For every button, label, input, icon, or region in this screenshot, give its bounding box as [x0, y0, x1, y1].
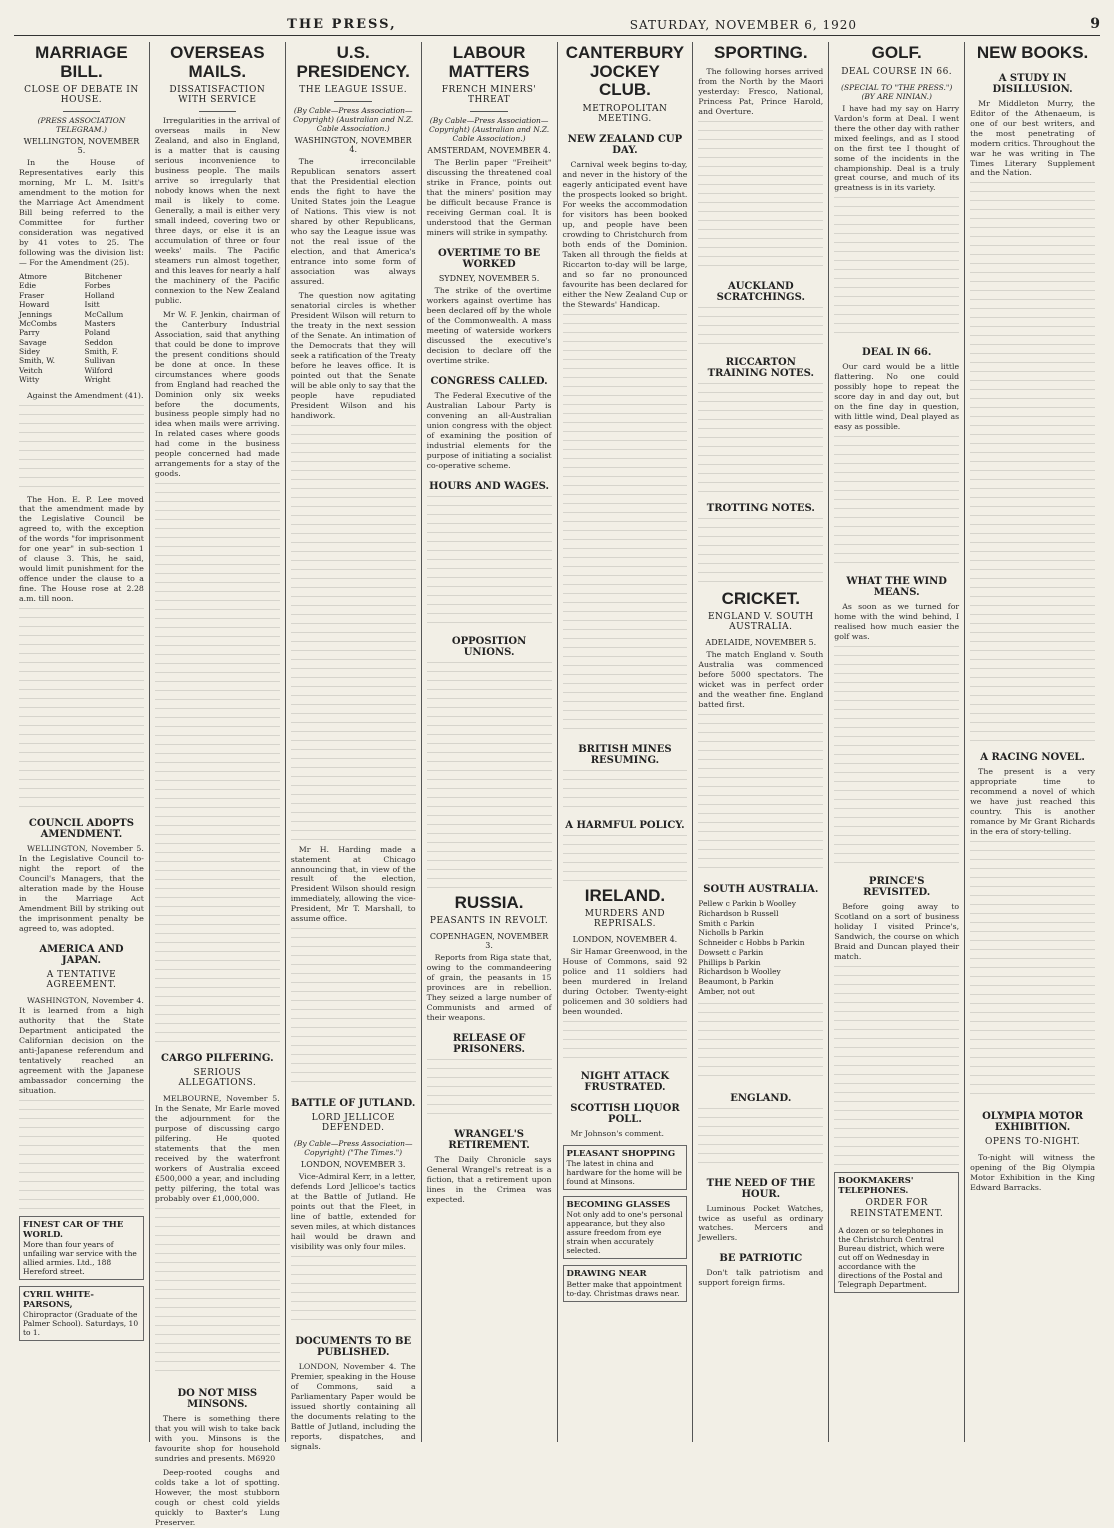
subhead-england-sa: ENGLAND V. SOUTH AUSTRALIA.	[707, 612, 814, 633]
subhead-dissatisfaction: DISSATISFACTION WITH SERVICE	[169, 85, 266, 106]
division-list-name: Poland	[84, 328, 111, 338]
text-lines	[291, 928, 416, 1088]
scorecard-line: Richardson b Russell	[698, 908, 779, 918]
article-text: As soon as we turned for home with the wind behind, I realised how much easier the golf was.	[834, 602, 960, 642]
headline-scottish-liquor: SCOTTISH LIQUOR POLL.	[570, 1103, 680, 1126]
subhead-serious-allegations: SERIOUS ALLEGATIONS.	[178, 1068, 257, 1089]
column-us-presidency	[286, 42, 422, 1451]
dateline: COPENHAGEN, NOVEMBER 3.	[429, 932, 549, 951]
subhead-jellicoe-defended: LORD JELLICOE DEFENDED.	[311, 1113, 395, 1134]
division-list-name: Holland	[84, 290, 115, 300]
scorecard-line: Pellew c Parkin b Woolley	[698, 899, 796, 909]
text-lines	[698, 383, 823, 493]
division-list-name: Veitch	[19, 365, 43, 375]
article-text: Reports from Riga state that, owing to the commandeering of grain, the peasants in 15 provinces are in rebellion. They seized a large number of Communists and armed of their weapons.	[426, 953, 552, 1023]
article-text: Against the Amendment (41).	[27, 390, 144, 400]
division-list-name: Edie	[19, 281, 37, 291]
division-list-name: Fraser	[19, 290, 45, 300]
article-text: The question now agitating senatorial circles is whether President Wilson will return to the treaty in the next session of the Senate. An intimation of the Democrats that they will seek a ratification of the Treaty before he leaves office. It is pointed out that the Senate will be able only to say that the people have repudiated President Wilson and his handiwork.	[290, 290, 416, 420]
advertisement	[563, 1265, 688, 1301]
article-text: There is something there that you will wish to take back with you. Minsons is the favourite shop for household sundries and presents. M6920	[154, 1413, 280, 1463]
scorecard-line: Beaumont, b Parkin	[698, 977, 774, 987]
division-list-name: Masters	[84, 318, 116, 328]
column-new-books	[965, 42, 1100, 1442]
headline-cricket: CRICKET.	[721, 588, 801, 608]
byline: (By Cable—Press Association—Copyright) (Australian and N.Z. Cable Association.)	[293, 106, 414, 134]
column-golf	[829, 42, 965, 1442]
division-list-name: Wilford	[84, 365, 113, 375]
subhead-close-of-debate: CLOSE OF DEBATE IN HOUSE.	[24, 85, 139, 106]
column-labour-matters	[422, 42, 558, 1442]
text-lines	[291, 1256, 416, 1326]
headline-harmful-policy: A HARMFUL POLICY.	[565, 819, 685, 831]
subhead-deal-course: DEAL COURSE IN 66.	[841, 66, 953, 77]
text-lines	[19, 608, 144, 808]
byline: (By Cable—Press Association—Copyright) ("The Times.")	[293, 1139, 413, 1158]
scorecard-line: Nicholls b Parkin	[698, 928, 764, 938]
headline-russia: RUSSIA.	[454, 892, 524, 912]
ad-title: BOOKMAKERS' TELEPHONES.	[838, 1175, 914, 1197]
article-text: LONDON, November 4. The Premier, speaking in the House of Commons, said a Parliamentary Paper would be issued shortly containing all the documents relating to the Battle of Jutland, including the reports, dispatches, and signals.	[290, 1362, 416, 1451]
dateline: WELLINGTON, NOVEMBER 5.	[23, 137, 140, 156]
columns	[14, 42, 1100, 1527]
divider	[470, 111, 507, 112]
text-lines	[19, 1100, 144, 1210]
headline-trotting-notes: TROTTING NOTES.	[706, 502, 815, 514]
division-list-name: Savage	[19, 337, 47, 347]
text-lines	[834, 646, 959, 866]
headline-deal-in-66: DEAL IN 66.	[862, 347, 932, 359]
article-text: Before going away to Scotland on a sort of business holiday I visited Prince's, Sandwich, the course on which Braid and Duncan played their match.	[834, 902, 960, 961]
dateline: WASHINGTON, NOVEMBER 4.	[294, 136, 412, 155]
ad-subtitle: ORDER FOR REINSTATEMENT.	[850, 1198, 944, 1220]
ad-text: Not only add to one's personal appearance, but they also assure freedom from eye strain when accurately selected.	[566, 1210, 683, 1256]
text-lines	[563, 314, 688, 734]
text-lines	[698, 518, 823, 588]
headline-minsons: DO NOT MISS MINSONS.	[177, 1387, 258, 1410]
bookmakers-notice	[834, 1172, 959, 1293]
text-lines	[834, 197, 959, 337]
headline-wind-means: WHAT THE WIND MEANS.	[846, 576, 947, 599]
divider	[199, 111, 236, 112]
article-text: WELLINGTON, November 5. In the Legislative Council to-night the report of the Council's Managers, that the alteration made by the House in the Marriage Act Amendment Bill by striking out the imprisonment penalty be agreed to, was adopted.	[19, 844, 144, 933]
article-text: Mr H. Harding made a statement at Chicago announcing that, in view of the result of the election, President Wilson should resign immediately, allowing the vice-President, Mr T. Marshall, to assume office.	[290, 844, 416, 924]
ad-title: CYRIL WHITE-PARSONS,	[23, 1289, 94, 1311]
division-list-name: Smith, F.	[84, 347, 119, 357]
headline-opposition-unions: OPPOSITION UNIONS.	[451, 635, 527, 658]
text-lines	[563, 835, 688, 885]
scorecard-line: Schneider c Hobbs b Parkin	[698, 938, 805, 948]
ad-title: BECOMING GLASSES	[566, 1200, 671, 1211]
headline-night-attack: NIGHT ATTACK FRUSTRATED.	[580, 1071, 670, 1094]
text-lines	[970, 841, 1095, 1101]
division-list-name: Howard	[19, 300, 50, 310]
article-text: WASHINGTON, November 4. It is learned from a high authority that the State Department anticipated the Californian decision on the anti-Japanese referendum and tentatively reached an agreement with the Japanese ambassador concerning the situation.	[19, 995, 144, 1095]
scorecard-line: Richardson b Woolley	[698, 967, 781, 977]
division-list-name: Parry	[19, 328, 40, 338]
scorecard-line: Amber, not out	[698, 986, 755, 996]
article-text: The match England v. South Australia was commenced before 5000 spectators. The wicket was in perfect order and the weather fine. England batted first.	[698, 650, 824, 710]
divider	[63, 111, 100, 112]
article-text: The Daily Chronicle says General Wrangel's retreat is a fiction, that a retirement upon lines in the Crimea was expected.	[426, 1155, 552, 1204]
column-canterbury-jockey-club	[558, 42, 694, 1442]
headline-need-of-hour: THE NEED OF THE HOUR.	[706, 1177, 815, 1200]
division-list	[19, 272, 144, 385]
scorecard	[698, 899, 823, 997]
text-lines	[427, 1059, 552, 1119]
article-text: I have had my say on Harry Vardon's form at Deal. I went there the other day with rather mixed feelings, and as I stood on the first tee I thought of some of the incidents in the championship. Deal is a truly great course, and much of its greatness is in its variety.	[834, 103, 960, 193]
headline-marriage-bill: MARRIAGE BILL.	[35, 43, 128, 81]
text-lines	[291, 425, 416, 845]
article-text: In the House of Representatives early this morning, Mr L. M. Isitt's amendment to the motion for the Marriage Act Amendment Bill being referred to the Committee for further consideration was negatived by 41 votes to 25. The following was the division list:— For the Amendment (25).	[19, 158, 144, 268]
ad-text: More than four years of unfailing war service with the allied armies. Ltd., 188 Hereford street.	[23, 1239, 137, 1276]
advertisement	[19, 1286, 144, 1341]
article-text: Don't talk patriotism and support foreign firms.	[698, 1268, 824, 1288]
text-lines	[427, 662, 552, 892]
article-text: Irregularities in the arrival of overseas mails in New Zealand, and also in England, is a matter that is causing serious inconvenience to business people. The mails arrive so irregularly that nobody knows when the next mail is likely to come. Generally, a mail is either very small indeed, covering two or three days, or else it is an accumulation of three or four weeks' mails. The Pacific steamers run almost together, and this leaves for nearly a half the machinery of the Pacific connexion to the New Zealand public.	[154, 116, 280, 305]
text-lines	[155, 483, 280, 1043]
headline-auckland-scratchings: AUCKLAND SCRATCHINGS.	[716, 280, 805, 303]
headline-overtime: OVERTIME TO BE WORKED	[438, 248, 541, 271]
division-list-name: Forbes	[84, 281, 111, 291]
text-lines	[19, 405, 144, 495]
division-list-name: McCallum	[84, 309, 124, 319]
headline-council-adopts: COUNCIL ADOPTS AMENDMENT.	[28, 818, 134, 841]
advertisement	[563, 1145, 688, 1190]
text-lines	[970, 182, 1095, 742]
subhead-league-issue: THE LEAGUE ISSUE.	[299, 85, 408, 96]
headline-south-australia: SOUTH AUSTRALIA.	[703, 884, 819, 896]
division-list-name: Seddon	[84, 337, 113, 347]
division-list-name: Smith, W.	[19, 356, 56, 366]
subhead-metropolitan-meeting: METROPOLITAN MEETING.	[582, 104, 668, 125]
text-lines	[834, 966, 959, 1166]
text-lines	[698, 1003, 823, 1083]
article-text: Mr W. F. Jenkin, chairman of the Canterbury Industrial Association, said that anything that could be done to improve the present conditions should be done at once. In these circumstances where goods from England had reached the Dominion only six weeks before the documents, business people simply had no idea when mails were arriving. In related cases where goods had come in the business people concerned had made arrangements for a stay of the goods.	[154, 309, 280, 479]
subhead-peasants-revolt: PEASANTS IN REVOLT.	[429, 916, 549, 927]
division-list-name: Jennings	[19, 309, 52, 319]
headline-wrangel: WRANGEL'S RETIREMENT.	[448, 1129, 530, 1152]
headline-new-books: NEW BOOKS.	[976, 43, 1089, 62]
subhead-french-miners: FRENCH MINERS' THREAT	[441, 85, 537, 106]
headline-racing-novel: A RACING NOVEL.	[980, 752, 1085, 764]
subhead-opens-tonight: OPENS TO-NIGHT.	[984, 1137, 1081, 1148]
article-text: The Federal Executive of the Australian Labour Party is convening an all-Australian union congress with the object of examining the position of industrial elements for the purpose of initiating a socialist co-operative scheme.	[426, 390, 552, 470]
text-lines	[834, 436, 959, 566]
division-list-name: Wright	[84, 375, 111, 385]
masthead-date: SATURDAY, NOVEMBER 6, 1920	[629, 18, 858, 32]
text-lines	[155, 1208, 280, 1378]
article-text: The present is a very appropriate time to recommend a novel of which we have just reached this country. This is another romance by Mr Grant Richards in the era of story-telling.	[970, 767, 1095, 837]
subhead-tentative-agreement: A TENTATIVE AGREEMENT.	[46, 969, 117, 990]
headline-nz-cup-day: NEW ZEALAND CUP DAY.	[567, 134, 683, 157]
division-list-name: Sullivan	[84, 356, 116, 366]
article-text: To-night will witness the opening of the Big Olympia Motor Exhibition in the King Edward Barracks.	[970, 1153, 1095, 1193]
text-lines	[698, 714, 823, 874]
byline: (By Cable—Press Association—Copyright) (Australian and N.Z. Cable Association.)	[428, 116, 550, 144]
article-text: Luminous Pocket Watches, twice as useful as ordinary watches. Mercers and Jewellers.	[698, 1203, 824, 1243]
article-text: The following horses arrived from the North by the Maori yesterday: Fresco, National, Princess Pat, Prince Harold, and Overture.	[698, 66, 824, 116]
headline-congress-called: CONGRESS CALLED.	[430, 375, 548, 387]
dateline: ADELAIDE, NOVEMBER 5.	[705, 638, 817, 648]
advertisement	[19, 1216, 144, 1280]
division-list-name: Isitt	[84, 300, 100, 310]
scorecard-line: Dowsett c Parkin	[698, 947, 764, 957]
article-text: Vice-Admiral Kerr, in a letter, defends Lord Jellicoe's tactics at the Battle of Jutland. He points out that the Fleet, in line of battle, extended for seven miles, at which distances hail would be drawn and visibility was only four miles.	[290, 1172, 416, 1252]
headline-ireland: IRELAND.	[584, 885, 666, 905]
dateline: LONDON, NOVEMBER 3.	[300, 1160, 406, 1170]
ad-text: Better make that appointment to-day. Christmas draws near.	[566, 1279, 682, 1298]
byline: (PRESS ASSOCIATION TELEGRAM.)	[37, 116, 126, 135]
advertisement	[563, 1196, 688, 1259]
masthead	[14, 10, 1100, 36]
headline-documents: DOCUMENTS TO BE PUBLISHED.	[295, 1336, 412, 1359]
article-text: Carnival week begins to-day, and never in the history of the eagerly anticipated event have the prospects looked so bright. For weeks the accommodation for visitors has been booked up, and people have been crowding to Christchurch from both ends of the Dominion. Taken all through the fields at Riccarton to-day will be large, and so far no pronounced favourite has been declared for either the New Zealand Cup or the Stewards' Handicap.	[562, 160, 688, 309]
article-text: Our card would be a little flattering. No one could possibly hope to repeat the score day in and day out, but on the fine day in question, with little wind, Deal played as easy as possible.	[834, 362, 960, 432]
headline-release-prisoners: RELEASE OF PRISONERS.	[452, 1033, 526, 1056]
article-text: The Berlin paper "Freiheit" discussing the threatened coal strike in France, points out that the miners' position may be difficult because France is receiving German coal. It is understood that the German miners will strike in sympathy.	[426, 158, 552, 238]
headline-olympia: OLYMPIA MOTOR EXHIBITION.	[982, 1111, 1084, 1134]
headline-golf: GOLF.	[871, 43, 922, 62]
dateline: SYDNEY, NOVEMBER 5.	[438, 274, 540, 284]
headline-overseas-mails: OVERSEAS MAILS.	[170, 43, 265, 81]
division-list-name: McCombs	[19, 318, 57, 328]
headline-us-presidency: U.S. PRESIDENCY.	[296, 43, 410, 81]
text-lines	[698, 121, 823, 271]
headline-riccarton-notes: RICCARTON TRAINING NOTES.	[707, 356, 815, 379]
headline-cargo-pilfering: CARGO PILFERING.	[161, 1053, 274, 1065]
article-text: The Hon. E. P. Lee moved that the amendment made by the Legislative Council be agreed to, with the exception of the words "for imprisonment for one year" in sub-section 1 of clause 3. This, he said, would limit punishment for the offence under the clause to a fine. The House rose at 2.28 a.m. till noon.	[19, 494, 144, 604]
ad-title: FINEST CAR OF THE WORLD.	[23, 1219, 124, 1240]
headline-america-japan: AMERICA AND JAPAN.	[39, 943, 124, 966]
ad-title: DRAWING NEAR	[566, 1269, 647, 1280]
division-list-name: Witty	[19, 375, 40, 385]
ad-text: Chiropractor (Graduate of the Palmer School). Saturdays, 10 to 1.	[23, 1310, 139, 1338]
text-lines	[563, 770, 688, 810]
headline-battle-of-jutland: BATTLE OF JUTLAND.	[291, 1098, 416, 1110]
ad-text: A dozen or so telephones in the Christchurch Central Bureau district, which were cut off on Wednesday in accordance with the directions of the Postal and Telegraph Department.	[838, 1225, 945, 1289]
headline-canterbury-jockey-club: CANTERBURY JOCKEY CLUB.	[565, 43, 685, 100]
divider	[334, 101, 371, 102]
headline-hours-wages: HOURS AND WAGES.	[429, 480, 549, 492]
subhead-murders-reprisals: MURDERS AND REPRISALS.	[584, 909, 666, 930]
article-text: Deep-rooted coughs and colds take a lot of spotting. However, the most stubborn cough or chest cold yields quickly to Baxter's Lung Preserver.	[154, 1467, 280, 1527]
division-list-name: Bitchener	[84, 272, 122, 282]
headline-british-mines: BRITISH MINES RESUMING.	[578, 743, 672, 766]
text-lines	[427, 496, 552, 626]
article-text: MELBOURNE, November 5. In the Senate, Mr Earle moved the adjournment for the purpose of discussing cargo pilfering. He quoted statements that the men received by the waterfront workers of Australia exceed £500,000 a year, and including petty pilfering, the total was probably over £1,000,000.	[154, 1094, 280, 1203]
headline-princes-revisited: PRINCE'S REVISITED.	[863, 876, 931, 899]
article-text: Mr Johnson's comment.	[570, 1129, 664, 1139]
page-number: 9	[1090, 16, 1100, 32]
headline-sporting: SPORTING.	[714, 43, 808, 62]
headline-england: ENGLAND.	[730, 1092, 792, 1104]
ad-title: PLEASANT SHOPPING	[566, 1149, 676, 1160]
column-marriage-bill	[14, 42, 150, 1442]
masthead-title: THE PRESS,	[287, 17, 397, 32]
text-lines	[563, 1021, 688, 1061]
article-text: The irreconcilable Republican senators assert that the Presidential election ends the fight to have the United States join the League of Nations. This view is not shared by other Republicans, who say the League issue was not the real issue of the election, and that America's entrance into some form of association was always assured.	[290, 157, 416, 286]
scorecard-line: Smith c Parkin	[698, 918, 755, 928]
division-list-name: Atmore	[19, 272, 47, 282]
byline: (SPECIAL TO "THE PRESS.") (BY ARE NINIAN.)	[841, 82, 953, 101]
headline-be-patriotic: BE PATRIOTIC	[719, 1253, 803, 1265]
headline-labour-matters: LABOUR MATTERS	[448, 43, 530, 81]
article-text: Sir Hamar Greenwood, in the House of Commons, said 92 police and 11 soldiers had been murdered in Ireland during October. Twenty-eight policemen and 30 soldiers had been wounded.	[562, 947, 688, 1017]
column-overseas-mails	[150, 42, 286, 1527]
dateline: AMSTERDAM, NOVEMBER 4.	[427, 146, 551, 156]
text-lines	[698, 1108, 823, 1168]
article-text: The strike of the overtime workers against overtime has been declared off by the whole of the Commonwealth. A mass meeting of waterside workers discussed the executive's decision to declare off the overtime strike.	[426, 286, 552, 365]
text-lines	[698, 307, 823, 347]
column-sporting	[693, 42, 829, 1442]
division-list-name: Sidey	[19, 347, 41, 357]
article-text: Mr Middleton Murry, the Editor of the Athenaeum, is one of our best writers, and the most penetrating of modern critics. Throughout the war he was writing in The Times Literary Supplement and the Nation.	[970, 98, 1095, 178]
ad-text: The latest in china and hardware for the home will be found at Minsons.	[566, 1159, 682, 1187]
scorecard-line: Phillips b Parkin	[698, 957, 761, 967]
dateline: LONDON, NOVEMBER 4.	[572, 935, 678, 945]
headline-study-disillusion: A STUDY IN DISILLUSION.	[992, 72, 1073, 95]
